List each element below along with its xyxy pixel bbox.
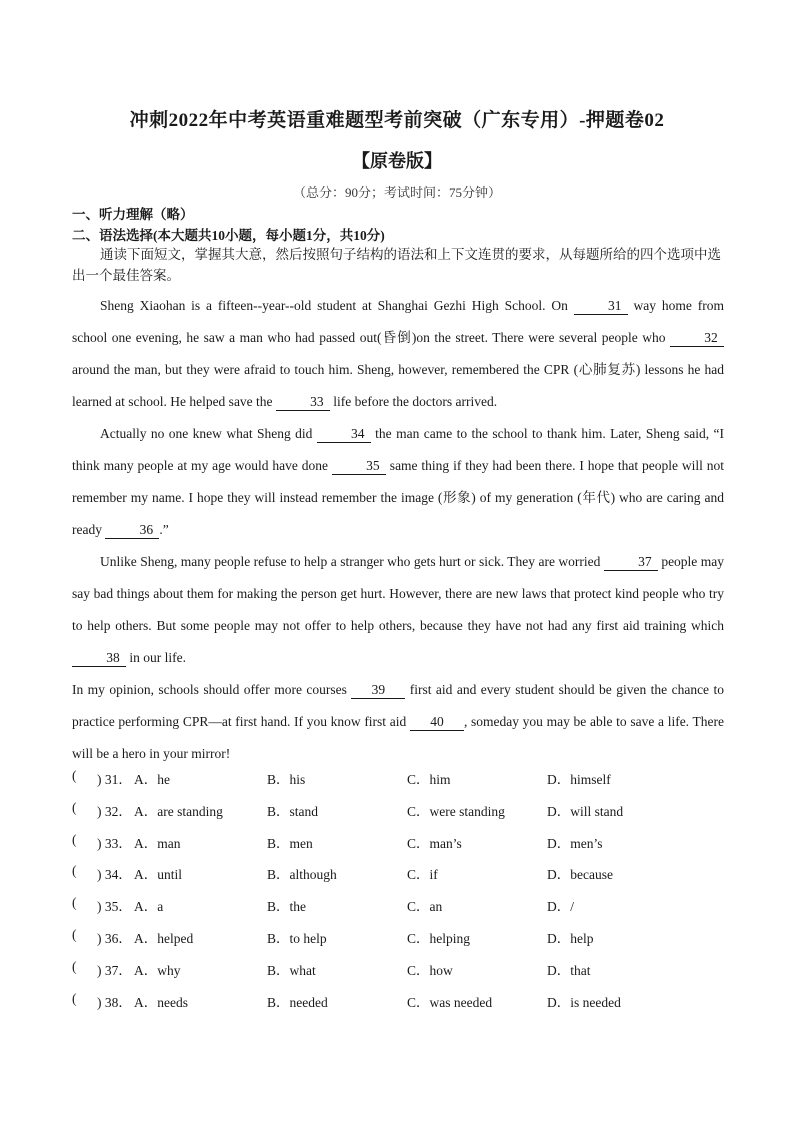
option-d: D．that <box>547 962 591 978</box>
blank-34: 34 <box>317 426 371 443</box>
question-number: ) 31． <box>97 772 132 787</box>
option-b: B．his <box>267 772 306 787</box>
question-row-36 <box>72 927 732 959</box>
question-row-34 <box>72 863 732 895</box>
option-a: A．a <box>134 899 164 915</box>
option-a: A．until <box>134 867 183 883</box>
option-d: D．is needed <box>547 994 621 1010</box>
answer-paren: ( <box>72 799 77 815</box>
blank-37: 37 <box>604 554 658 571</box>
question-row-35 <box>72 895 732 927</box>
option-a: A．are standing <box>134 803 223 819</box>
question-number: ) 32． <box>97 803 132 819</box>
blank-38: 38 <box>72 650 126 667</box>
option-a: A．helped <box>134 930 194 946</box>
passage-paragraph-1 <box>72 290 724 418</box>
question-options <box>72 768 732 1022</box>
blank-32: 32 <box>670 330 724 347</box>
option-b: B．to help <box>267 930 327 946</box>
passage-paragraph-3 <box>72 546 724 674</box>
blank-39: 39 <box>351 682 405 699</box>
answer-paren: ( <box>72 768 77 783</box>
passage-text: in our life. <box>126 650 186 665</box>
question-row-33 <box>72 832 732 864</box>
question-row-37 <box>72 959 732 991</box>
passage-text: first aid and every student should be given the chance to practice performing CPR—at first hand. If you know first aid <box>72 682 724 729</box>
section-listening-heading: 一、听力理解（略） <box>72 207 194 222</box>
option-c: C．was needed <box>407 994 493 1010</box>
section-grammar-heading: 二、语法选择(本大题共10小题，每小题1分，共10分) <box>72 228 385 243</box>
question-number: ) 33． <box>97 835 132 851</box>
option-d: D．men’s <box>547 835 603 851</box>
passage-text: people may say bad things about them for making the person get hurt. However, there are new laws that protect kind people who try to help others. But some people may not offer to help others, because they have not had any first aid training which <box>72 554 724 633</box>
exam-meta: （总分：90分；考试时间：75分钟） <box>292 185 501 200</box>
answer-paren: ( <box>72 895 77 911</box>
question-number: ) 34． <box>97 867 132 883</box>
option-a: A．man <box>134 835 181 851</box>
option-b: B．the <box>267 899 306 915</box>
option-b: B．stand <box>267 803 319 819</box>
blank-35: 35 <box>332 458 386 475</box>
blank-40: 40 <box>410 714 464 731</box>
option-b: B．although <box>267 867 337 883</box>
question-number: ) 37． <box>97 962 132 978</box>
option-a: A．he <box>134 772 170 787</box>
passage-text: the man came to the school to thank him. Later, Sheng said, “I think many people at my age would have done <box>72 426 724 473</box>
blank-36: 36 <box>105 522 159 539</box>
option-c: C．were standing <box>407 803 505 819</box>
question-row-31 <box>72 768 732 800</box>
page-subtitle: 【原卷版】 <box>352 151 442 171</box>
passage-text: Actually no one knew what Sheng did <box>100 426 317 441</box>
option-c: C．how <box>407 962 453 978</box>
reading-passage <box>72 290 724 770</box>
passage-text: Sheng Xiaohan is a fifteen--year--old student at Shanghai Gezhi High School. On <box>100 298 574 313</box>
blank-33: 33 <box>276 394 330 411</box>
blank-31: 31 <box>574 298 628 315</box>
option-c: C．helping <box>407 930 470 946</box>
option-d: D．himself <box>547 772 611 787</box>
passage-text: same thing if they had been there. I hope that people will not remember my name. I hope they will instead remember the image (形象) of my generation (年代) who are caring and ready <box>72 458 724 537</box>
question-row-32 <box>72 800 732 832</box>
option-d: D．because <box>547 867 613 883</box>
section-instruction: 通读下面短文，掌握其大意，然后按照句子结构的语法和上下文连贯的要求，从每题所给的四个选项中选出一个最佳答案。 <box>72 247 721 283</box>
passage-text: way home from school one evening, he saw a man who had passed out(昏倒)on the street. There were several people who <box>72 298 724 345</box>
option-c: C．an <box>407 899 443 915</box>
answer-paren: ( <box>72 831 77 847</box>
passage-text: Unlike Sheng, many people refuse to help a stranger who gets hurt or sick. They are worried <box>100 554 604 569</box>
question-number: ) 36． <box>97 930 132 946</box>
option-c: C．if <box>407 867 438 883</box>
option-d: D．/ <box>547 899 574 915</box>
passage-text: life before the doctors arrived. <box>329 394 498 409</box>
option-c: C．him <box>407 772 451 787</box>
option-c: C．man’s <box>407 835 462 851</box>
page-title: 冲刺2022年中考英语重难题型考前突破（广东专用）-押题卷02 <box>129 110 665 131</box>
question-row-38 <box>72 991 732 1023</box>
answer-paren: ( <box>72 863 77 879</box>
passage-text: .” <box>159 522 169 537</box>
passage-paragraph-2 <box>72 418 724 546</box>
passage-text: , someday you may be able to save a life. There will be a hero in your mirror! <box>72 714 724 761</box>
option-b: B．needed <box>267 994 328 1010</box>
answer-paren: ( <box>72 926 77 942</box>
passage-text: around the man, but they were afraid to touch him. Sheng, however, remembered the CPR (心肺复苏) lessons he had learned at school. He helped save the <box>72 362 724 409</box>
question-number: ) 38． <box>97 994 132 1010</box>
option-d: D．will stand <box>547 803 624 819</box>
passage-text: In my opinion, schools should offer more courses <box>72 682 352 697</box>
passage-paragraph-4 <box>72 674 724 770</box>
option-d: D．help <box>547 930 594 946</box>
option-b: B．men <box>267 835 313 851</box>
answer-paren: ( <box>72 990 77 1006</box>
option-a: A．why <box>134 962 181 978</box>
option-a: A．needs <box>134 994 188 1010</box>
answer-paren: ( <box>72 958 77 974</box>
question-number: ) 35． <box>97 899 132 915</box>
option-b: B．what <box>267 962 316 978</box>
